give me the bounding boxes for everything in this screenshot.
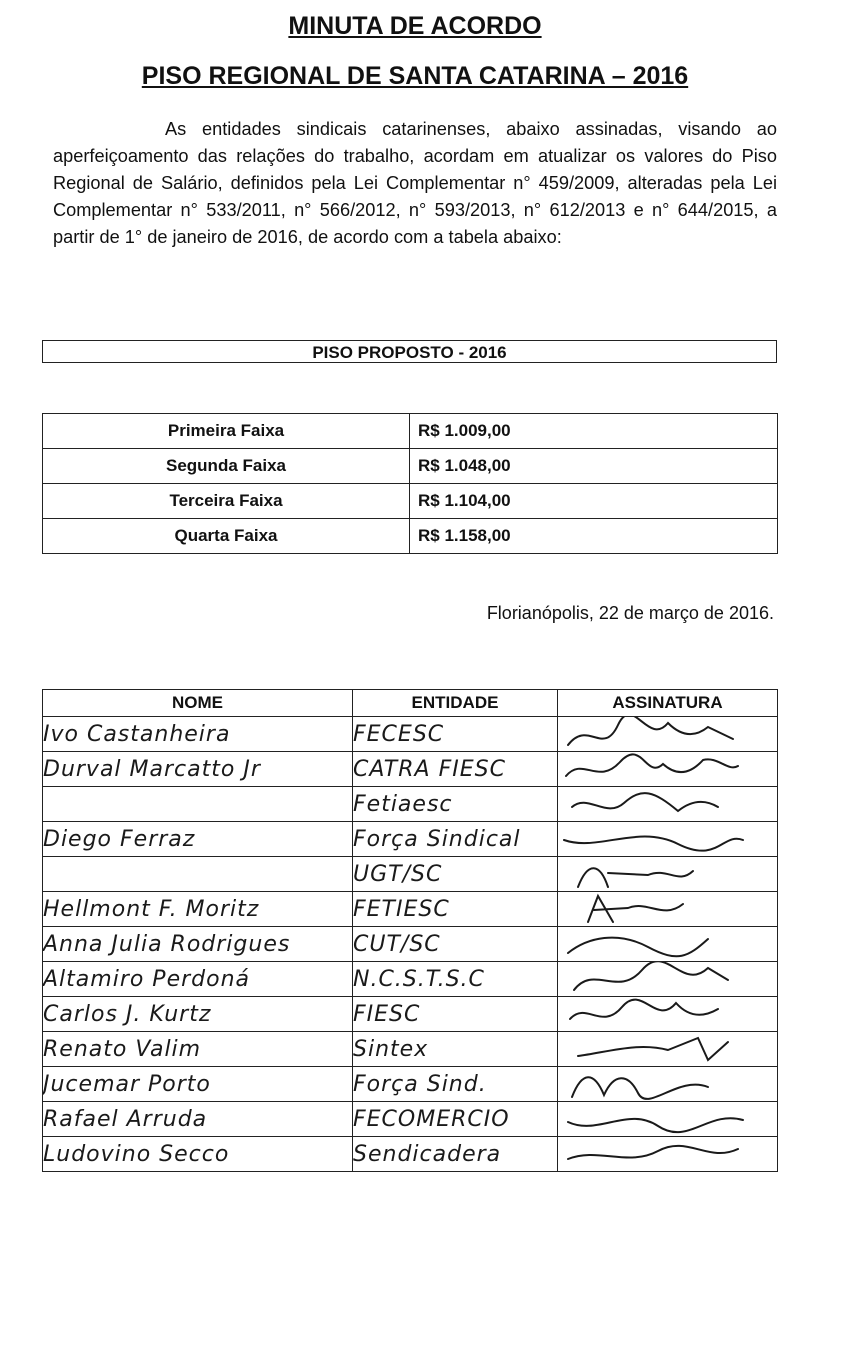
piso-table bbox=[42, 413, 778, 554]
table-row bbox=[43, 857, 778, 892]
faixa-value: R$ 1.009,00 bbox=[410, 414, 778, 449]
signature-cell bbox=[558, 997, 778, 1032]
signer-entity: FETIESC bbox=[353, 892, 558, 927]
table-row bbox=[43, 414, 778, 449]
table-row bbox=[43, 752, 778, 787]
signer-entity: Fetiaesc bbox=[353, 787, 558, 822]
header-entity: ENTIDADE bbox=[353, 690, 558, 717]
faixa-label: Quarta Faixa bbox=[43, 519, 410, 554]
signature-cell bbox=[558, 857, 778, 892]
signer-name bbox=[43, 787, 353, 822]
table-row bbox=[43, 484, 778, 519]
signer-entity: CATRA FIESC bbox=[353, 752, 558, 787]
signer-name: Ludovino Secco bbox=[43, 1137, 353, 1172]
signer-entity: FIESC bbox=[353, 997, 558, 1032]
signer-name: Jucemar Porto bbox=[43, 1067, 353, 1102]
signer-entity: FECESC bbox=[353, 717, 558, 752]
header-signature: ASSINATURA bbox=[558, 690, 778, 717]
document-subtitle: PISO REGIONAL DE SANTA CATARINA – 2016 bbox=[141, 62, 689, 90]
signature-cell bbox=[558, 892, 778, 927]
signature-scribble bbox=[558, 927, 758, 961]
signer-entity: Força Sindical bbox=[353, 822, 558, 857]
signature-scribble bbox=[558, 752, 758, 786]
signer-name: Durval Marcatto Jr bbox=[43, 752, 353, 787]
signature-scribble bbox=[558, 1032, 758, 1066]
piso-table-title: PISO PROPOSTO - 2016 bbox=[42, 340, 777, 363]
signature-table bbox=[42, 689, 778, 1172]
table-row bbox=[43, 1137, 778, 1172]
signature-scribble bbox=[558, 1102, 758, 1136]
signer-entity: FECOMERCIO bbox=[353, 1102, 558, 1137]
signer-name bbox=[43, 857, 353, 892]
signature-scribble bbox=[558, 787, 758, 821]
table-row bbox=[43, 997, 778, 1032]
signature-scribble bbox=[558, 857, 758, 891]
signature-cell bbox=[558, 752, 778, 787]
table-row bbox=[43, 787, 778, 822]
signature-scribble bbox=[558, 822, 758, 856]
table-row bbox=[43, 892, 778, 927]
signature-rows bbox=[43, 717, 778, 1172]
table-row bbox=[43, 519, 778, 554]
faixa-value: R$ 1.048,00 bbox=[410, 449, 778, 484]
signer-entity: Força Sind. bbox=[353, 1067, 558, 1102]
signature-cell bbox=[558, 717, 778, 752]
signer-entity: CUT/SC bbox=[353, 927, 558, 962]
table-row bbox=[43, 1032, 778, 1067]
table-row bbox=[43, 717, 778, 752]
header-name: NOME bbox=[43, 690, 353, 717]
table-row bbox=[43, 1102, 778, 1137]
signer-name: Ivo Castanheira bbox=[43, 717, 353, 752]
signature-cell bbox=[558, 1067, 778, 1102]
signature-cell bbox=[558, 1032, 778, 1067]
signature-cell bbox=[558, 1137, 778, 1172]
signer-name: Hellmont F. Moritz bbox=[43, 892, 353, 927]
signature-cell bbox=[558, 927, 778, 962]
table-header-row bbox=[43, 690, 778, 717]
signature-cell bbox=[558, 1102, 778, 1137]
signer-name: Diego Ferraz bbox=[43, 822, 353, 857]
table-row bbox=[43, 927, 778, 962]
faixa-label: Primeira Faixa bbox=[43, 414, 410, 449]
signer-entity: N.C.S.T.S.C bbox=[353, 962, 558, 997]
signer-entity: Sintex bbox=[353, 1032, 558, 1067]
signature-cell bbox=[558, 787, 778, 822]
signer-name: Renato Valim bbox=[43, 1032, 353, 1067]
signer-name: Anna Julia Rodrigues bbox=[43, 927, 353, 962]
signer-name: Carlos J. Kurtz bbox=[43, 997, 353, 1032]
intro-paragraph: As entidades sindicais catarinenses, abaixo assinadas, visando ao aperfeiçoamento das relações do trabalho, acordam em atualizar os valores do Piso Regional de Salário, definidos pela Lei Complementar n° 459/2009, alteradas pela Lei Complementar n° 533/2011, n° 566/2012, n° 593/2013, n° 612/2013 e n° 644/2015, a partir de 1° de janeiro de 2016, de acordo com a tabela abaixo: bbox=[53, 119, 777, 247]
signer-name: Altamiro Perdoná bbox=[43, 962, 353, 997]
signature-scribble bbox=[558, 962, 758, 996]
table-row bbox=[43, 962, 778, 997]
signer-entity: UGT/SC bbox=[353, 857, 558, 892]
signature-scribble bbox=[558, 717, 758, 751]
table-row bbox=[43, 822, 778, 857]
signature-cell bbox=[558, 962, 778, 997]
signer-entity: Sendicadera bbox=[353, 1137, 558, 1172]
table-row bbox=[43, 449, 778, 484]
faixa-value: R$ 1.158,00 bbox=[410, 519, 778, 554]
signature-scribble bbox=[558, 1067, 758, 1101]
signer-name: Rafael Arruda bbox=[43, 1102, 353, 1137]
faixa-label: Segunda Faixa bbox=[43, 449, 410, 484]
signature-scribble bbox=[558, 1137, 758, 1171]
table-row bbox=[43, 1067, 778, 1102]
faixa-label: Terceira Faixa bbox=[43, 484, 410, 519]
signature-cell bbox=[558, 822, 778, 857]
date-line: Florianópolis, 22 de março de 2016. bbox=[486, 603, 774, 623]
signature-scribble bbox=[558, 997, 758, 1031]
signature-scribble bbox=[558, 892, 758, 926]
faixa-value: R$ 1.104,00 bbox=[410, 484, 778, 519]
document-title: MINUTA DE ACORDO bbox=[288, 12, 542, 40]
